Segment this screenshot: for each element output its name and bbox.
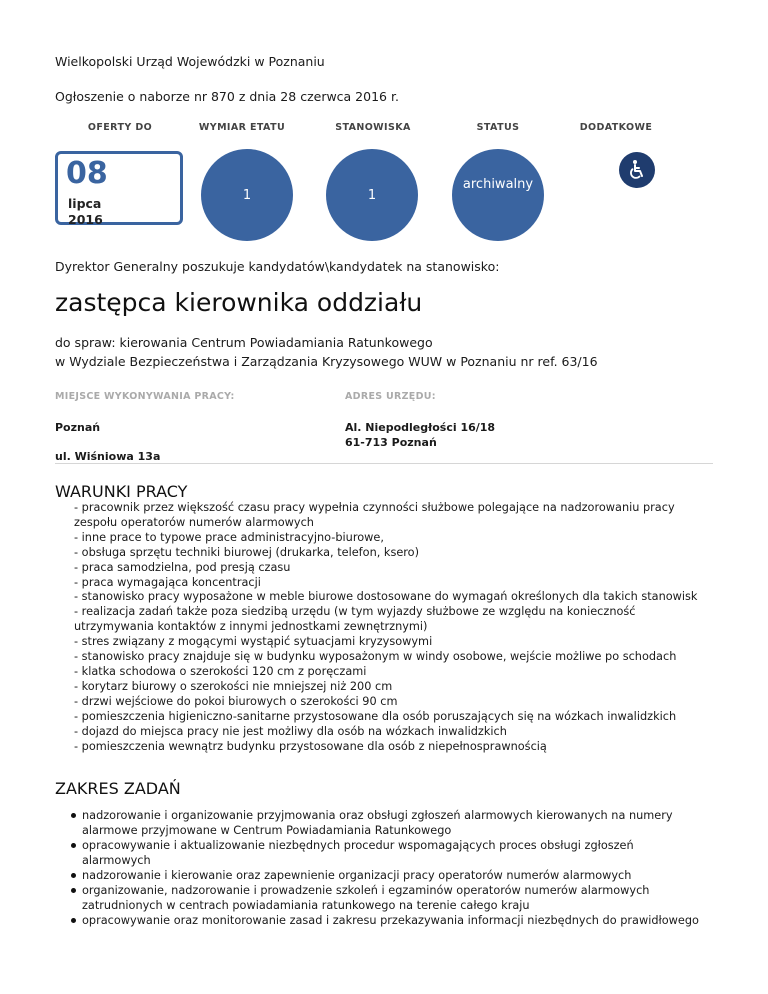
conditions-line: - inne prace to typowe prace administracyjno-biurowe,: [74, 530, 384, 544]
hours-value: 1: [242, 187, 252, 203]
job-title: zastępca kierownika oddziału: [55, 288, 423, 317]
task-line: opracowywanie oraz monitorowanie zasad i zakresu przekazywania informacji niezbędnych do prawidłowego: [82, 914, 699, 927]
list-item: [74, 883, 724, 913]
conditions-line: - pomieszczenia wewnątrz budynku przystosowane dla osób z niepełnosprawnością: [74, 739, 547, 753]
conditions-line: - pomieszczenia higieniczno-sanitarne przystosowane dla osób poruszających się na wózkach inwalidzkich: [74, 709, 677, 723]
list-item: [74, 868, 724, 883]
wheelchair-icon: [619, 152, 655, 188]
header-positions: STANOWISKA: [335, 122, 411, 133]
task-line: alarmowe przyjmowane w Centrum Powiadamiania Ratunkowego: [82, 824, 452, 837]
task-line: opracowywanie i aktualizowanie niezbędnych procedur wspomagających proces obsługi zgłoszeń: [82, 839, 634, 852]
conditions-line: utrzymywania kontaktów z innymi jednostkami zewnętrznymi): [74, 620, 428, 634]
header-extra: DODATKOWE: [579, 122, 653, 133]
conditions-line: - korytarz biurowy o szerokości nie mniejszej niż 200 cm: [74, 679, 393, 693]
office-name: Wielkopolski Urząd Wojewódzki w Poznaniu: [55, 54, 325, 69]
status-value: archiwalny: [462, 177, 534, 192]
conditions-line: - praca samodzielna, pod presją czasu: [74, 560, 291, 574]
task-line: organizowanie, nadzorowanie i prowadzenie szkoleń i egzaminów operatorów numerów alarmowych: [82, 884, 650, 897]
office-address-line2: 61-713 Poznań: [345, 436, 437, 449]
conditions-heading: WARUNKI PRACY: [55, 482, 188, 501]
job-scope-line1: do spraw: kierowania Centrum Powiadamiania Ratunkowego: [55, 335, 433, 350]
conditions-list: [74, 501, 714, 754]
deadline-date-box: [55, 151, 183, 225]
intro-text: Dyrektor Generalny poszukuje kandydatów\kandydatek na stanowisko:: [55, 259, 500, 274]
tasks-heading: ZAKRES ZADAŃ: [55, 779, 181, 798]
conditions-line: - praca wymagająca koncentracji: [74, 575, 261, 589]
office-address-label: ADRES URZĘDU:: [345, 391, 436, 402]
workplace-street: ul. Wiśniowa 13a: [55, 450, 161, 463]
positions-circle: [326, 149, 418, 241]
workplace-label: MIEJSCE WYKONYWANIA PRACY:: [55, 391, 235, 402]
conditions-line: - stres związany z mogącymi wystąpić sytuacjami kryzysowymi: [74, 635, 433, 649]
conditions-line: - dojazd do miejsca pracy nie jest możliwy dla osób na wózkach inwalidzkich: [74, 724, 507, 738]
task-line: alarmowych: [82, 854, 151, 867]
tasks-list: [74, 808, 724, 928]
conditions-line: - drzwi wejściowe do pokoi biurowych o szerokości 90 cm: [74, 694, 398, 708]
task-line: zatrudnionych w centrach powiadamiania ratunkowego na terenie całego kraju: [82, 899, 530, 912]
conditions-line: - pracownik przez większość czasu pracy wypełnia czynności służbowe polegające na nadzorowaniu pracy: [74, 501, 675, 514]
list-item: [74, 808, 724, 838]
office-address-line1: Al. Niepodległości 16/18: [345, 421, 496, 434]
conditions-line: - obsługa sprzętu techniki biurowej (drukarka, telefon, ksero): [74, 545, 420, 559]
task-line: nadzorowanie i organizowanie przyjmowania oraz obsługi zgłoszeń alarmowych kierowanych na numery: [82, 809, 673, 822]
status-circle: [452, 149, 544, 241]
header-deadline: OFERTY DO: [87, 122, 153, 133]
deadline-month: lipca: [68, 196, 102, 211]
task-line: nadzorowanie i kierowanie oraz zapewnienie organizacji pracy operatorów numerów alarmowych: [82, 869, 632, 882]
list-item: [74, 838, 724, 868]
conditions-line: - klatka schodowa o szerokości 120 cm z poręczami: [74, 664, 367, 678]
divider: [55, 463, 713, 464]
conditions-line: - stanowisko pracy wyposażone w meble biurowe dostosowane do wymagań określonych dla takich stanowisk: [74, 590, 698, 604]
header-hours: WYMIAR ETATU: [198, 122, 286, 133]
conditions-line: - stanowisko pracy znajduje się w budynku wyposażonym w windy osobowe, wejście możliwe po schodach: [74, 650, 677, 664]
header-status: STATUS: [476, 122, 520, 133]
deadline-day: 08: [66, 156, 108, 191]
list-item: [74, 913, 724, 928]
deadline-year: 2016: [68, 212, 103, 227]
conditions-line: - realizacja zadań także poza siedzibą urzędu (w tym wyjazdy służbowe ze względu na konieczność: [74, 605, 636, 619]
announcement-line: Ogłoszenie o naborze nr 870 z dnia 28 czerwca 2016 r.: [55, 89, 399, 104]
conditions-line: zespołu operatorów numerów alarmowych: [74, 515, 314, 529]
positions-value: 1: [367, 187, 377, 203]
hours-circle: [201, 149, 293, 241]
job-scope-line2: w Wydziale Bezpieczeństwa i Zarządzania Kryzysowego WUW w Poznaniu nr ref. 63/16: [55, 354, 598, 369]
workplace-city: Poznań: [55, 421, 101, 434]
